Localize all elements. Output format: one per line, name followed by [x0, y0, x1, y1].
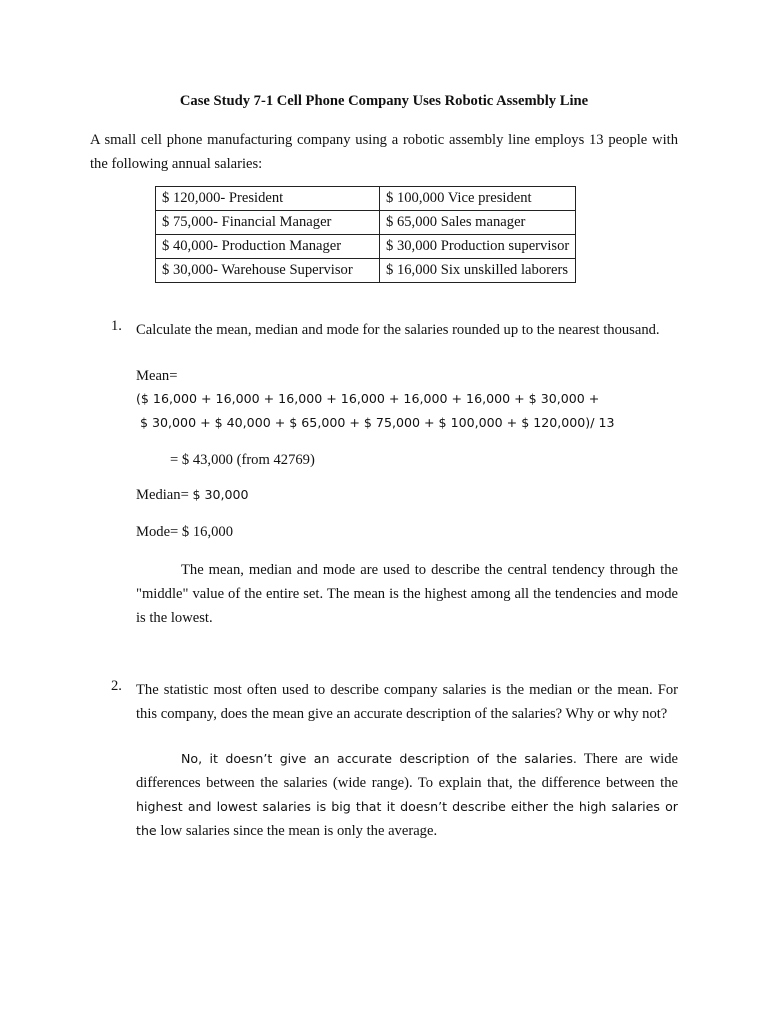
- salary-table: [155, 186, 576, 283]
- table-cell: $ 40,000- Production Manager: [156, 235, 380, 259]
- table-row: [156, 211, 576, 235]
- q2-question: The statistic most often used to describe company salaries is the median or the mean. For this company, does the mean give an accurate description of the salaries? Why or why not?: [136, 682, 678, 722]
- q2-answer-part-4: low salaries since the mean is only the average.: [156, 823, 438, 839]
- intro-paragraph: A small cell phone manufacturing company using a robotic assembly line employs 13 people with the following annual salaries:: [90, 132, 678, 172]
- mean-result: = $ 43,000 (from 42769): [170, 452, 315, 468]
- mean-formula-line-1: ($ 16,000 + 16,000 + 16,000 + 16,000 + 16,000 + 16,000 + $ 30,000 +: [136, 391, 600, 406]
- q2-answer-part-2: differences between the salaries (wide range). To explain that, the difference between the: [136, 775, 678, 791]
- q1-explanation: The mean, median and mode are used to describe the central tendency through the "middle" value of the entire set. The mean is the highest among all the tendencies and mode is the lowest.: [136, 562, 678, 626]
- table-cell: $ 120,000- President: [156, 187, 380, 211]
- median-label: Median=: [136, 487, 193, 503]
- median-line: [136, 487, 249, 504]
- q1-question: Calculate the mean, median and mode for the salaries rounded up to the nearest thousand.: [136, 322, 660, 338]
- q1-number: 1.: [111, 318, 122, 334]
- table-row: [156, 187, 576, 211]
- q2-number: 2.: [111, 678, 122, 694]
- mode-line: Mode= $ 16,000: [136, 524, 234, 540]
- table-cell: $ 75,000- Financial Manager: [156, 211, 380, 235]
- table-cell: $ 30,000 Production supervisor: [380, 235, 576, 259]
- document-title: Case Study 7-1 Cell Phone Company Uses Robotic Assembly Line: [179, 93, 589, 109]
- table-cell: $ 16,000 Six unskilled laborers: [380, 259, 576, 283]
- mean-formula-line-2: $ 30,000 + $ 40,000 + $ 65,000 + $ 75,000 + $ 100,000 + $ 120,000)/ 13: [140, 415, 615, 430]
- median-value: $ 30,000: [192, 487, 249, 502]
- mean-label: Mean=: [136, 368, 178, 384]
- q2-answer-part-3: highest and lowest salaries is big that it doesn’t describe either the high salaries or the: [136, 799, 678, 838]
- q2-answer-lead: No, it doesn’t give an accurate description of the salaries.: [181, 751, 577, 766]
- q2-answer: [136, 747, 678, 843]
- table-cell: $ 100,000 Vice president: [380, 187, 576, 211]
- table-cell: $ 30,000- Warehouse Supervisor: [156, 259, 380, 283]
- table-row: [156, 235, 576, 259]
- table-row: [156, 259, 576, 283]
- table-cell: $ 65,000 Sales manager: [380, 211, 576, 235]
- q2-answer-part-1: There are wide: [576, 751, 678, 767]
